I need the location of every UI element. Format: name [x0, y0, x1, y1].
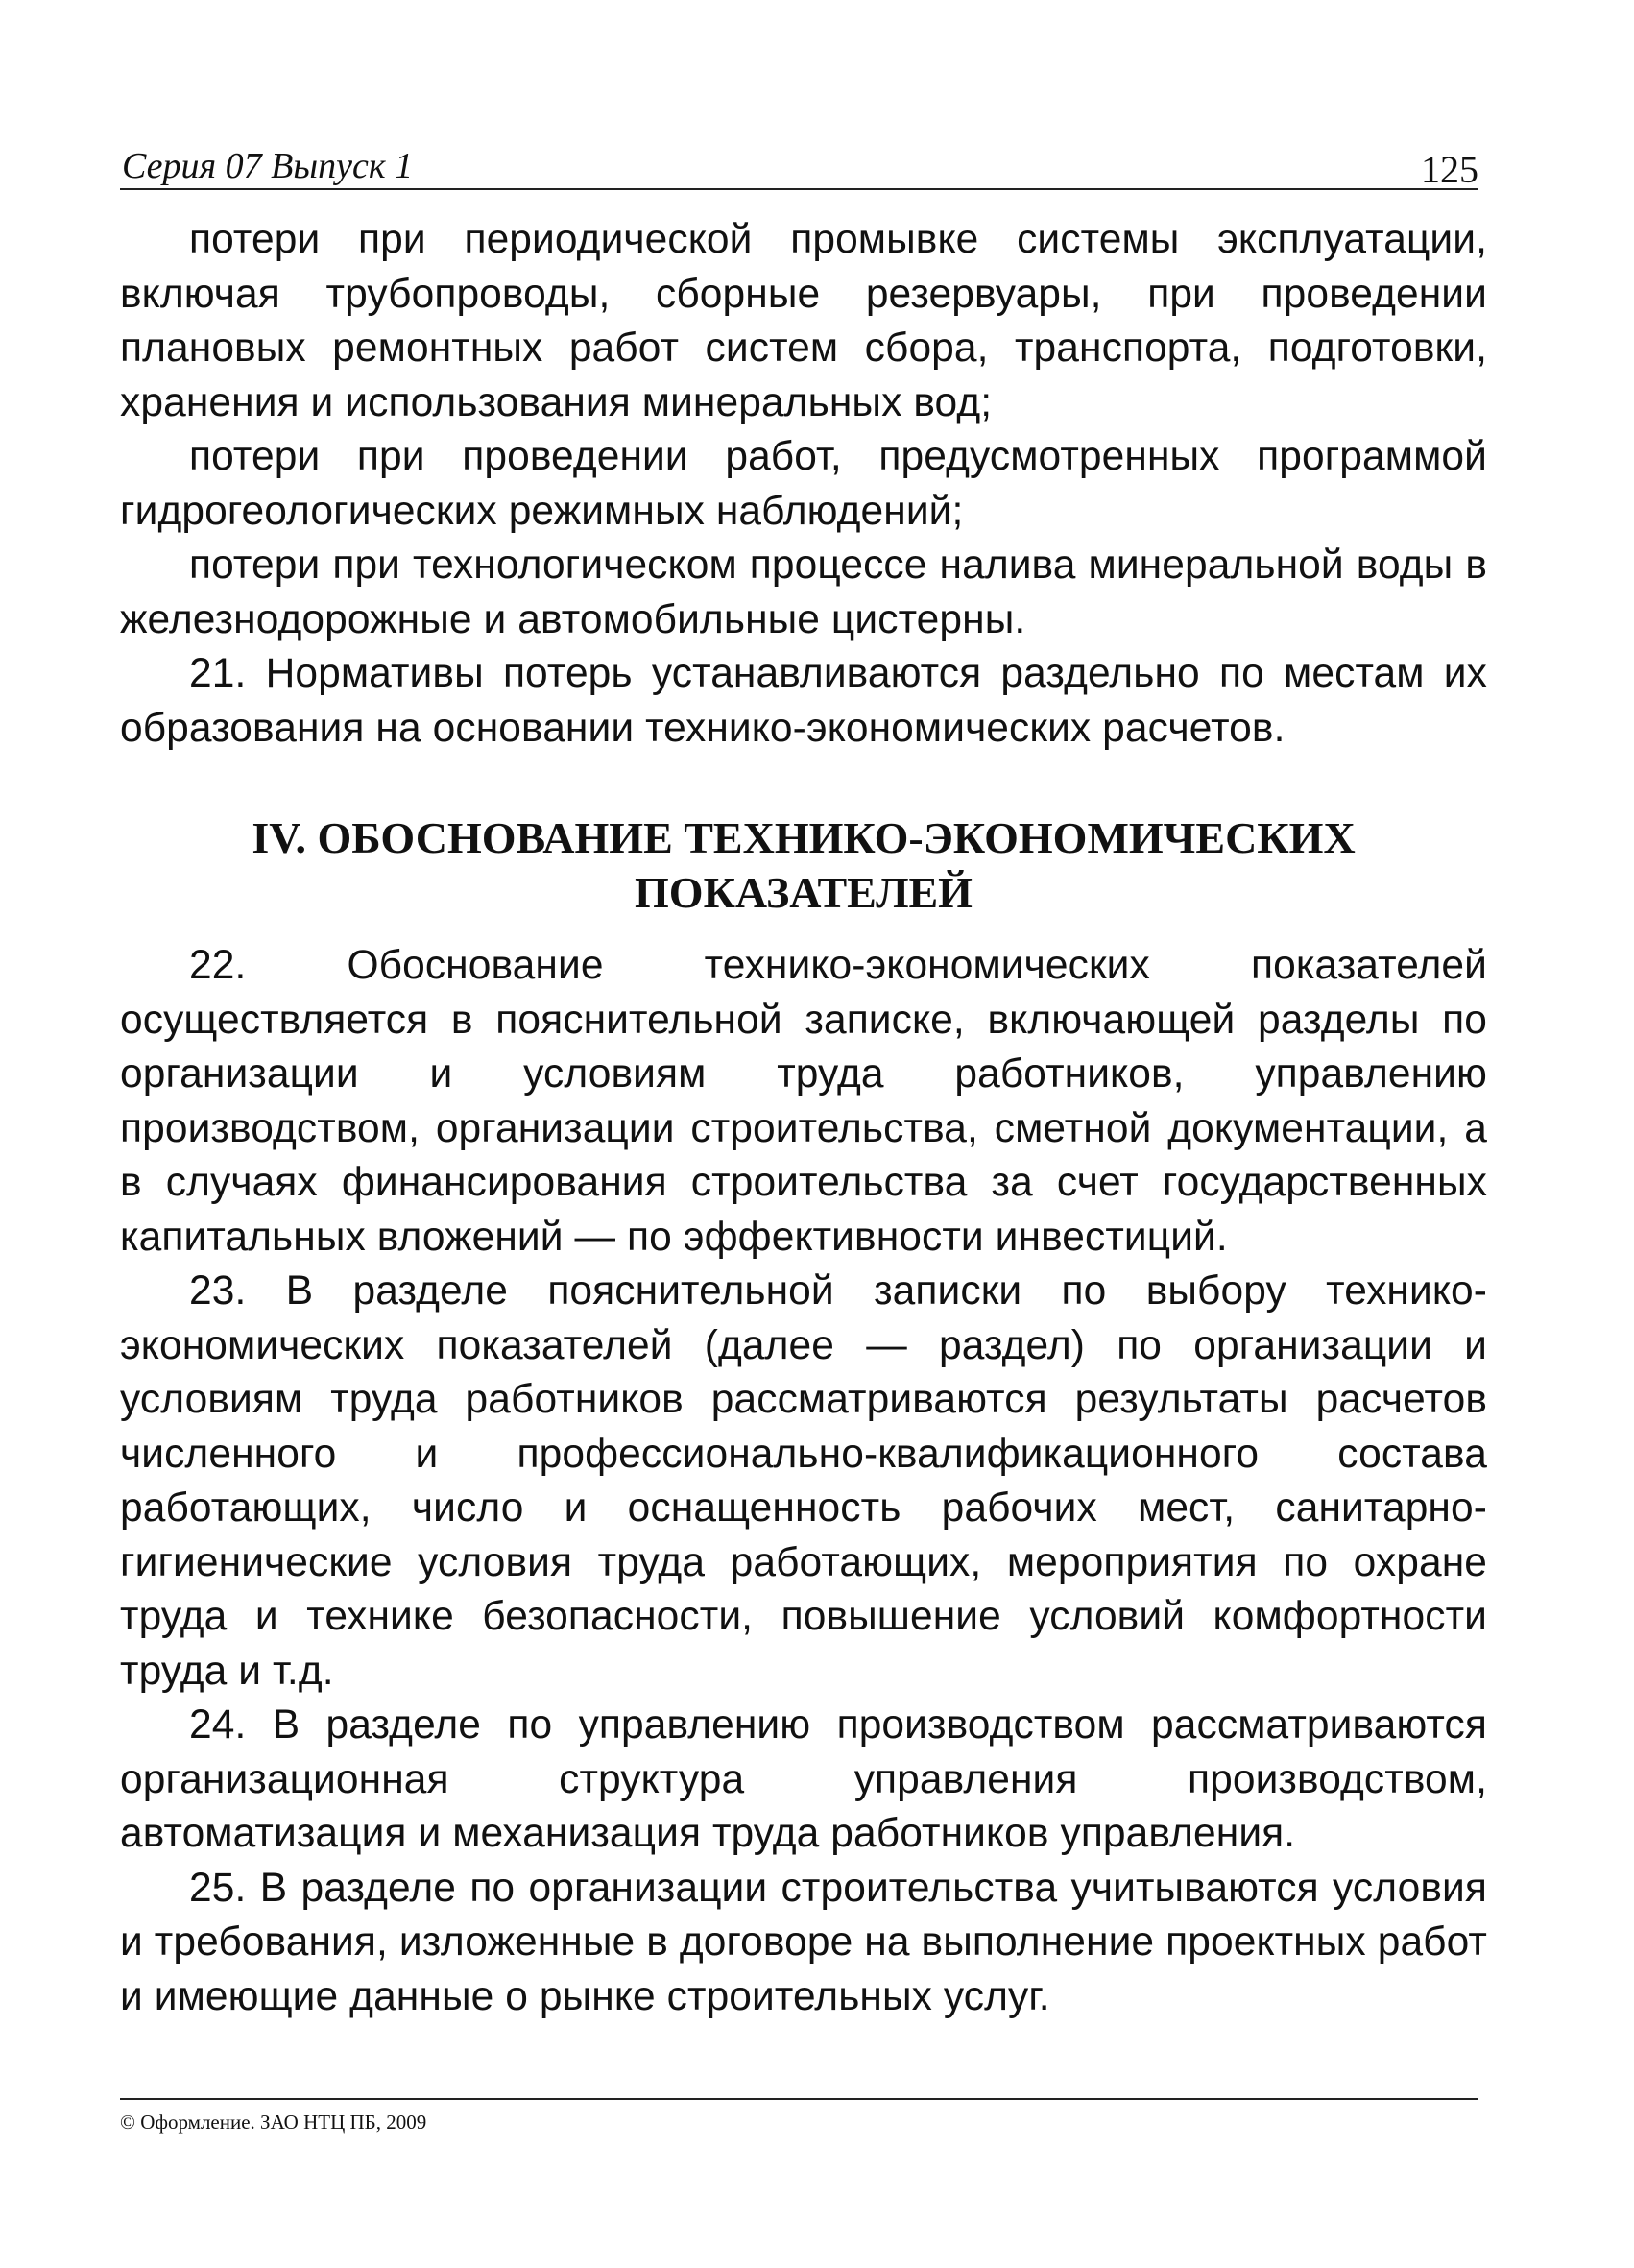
copyright-notice: © Оформление. ЗАО НТЦ ПБ, 2009	[120, 2111, 427, 2134]
section-heading-line-2: ПОКАЗАТЕЛЕЙ	[635, 868, 973, 917]
paragraph-losses-observations: потери при проведении работ, предусмотренных программой гидрогеологических режимных наблюдений;	[120, 434, 1487, 534]
page-number: 125	[1421, 148, 1478, 191]
series-label: Серия 07 Выпуск 1	[122, 146, 414, 186]
paragraph-21: 21. Нормативы потерь устанавливаются раздельно по местам их образования на основании технико-экономических расчетов.	[120, 651, 1487, 751]
header-divider	[120, 188, 1478, 190]
paragraph-23: 23. В разделе пояснительной записки по выбору технико-экономических показателей (далее — раздел) по организации и условиям труда работников рассматриваются результаты расчетов численного и профессионально-квалификационного состава работающих, число и оснащенность рабочих мест, санитарно-гигиенические условия труда работающих, мероприятия по охране труда и технике безопасности, повышение условий комфортности труда и т.д.	[120, 1268, 1487, 1694]
section-heading-line-1: IV. ОБОСНОВАНИЕ ТЕХНИКО-ЭКОНОМИЧЕСКИХ	[252, 813, 1356, 862]
paragraph-losses-flushing: потери при периодической промывке системы эксплуатации, включая трубопроводы, сборные резервуары, при проведении плановых ремонтных работ систем сбора, транспорта, подготовки, хранения и использования минеральных вод;	[120, 217, 1487, 425]
page-body	[120, 213, 1487, 2024]
paragraph-22: 22. Обоснование технико-экономических показателей осуществляется в пояснительной записке, включающей разделы по организации и условиям труда работников, управлению производством, организации строительства, сметной документации, а в случаях финансирования строительства за счет государственных капитальных вложений — по эффективности инвестиций.	[120, 943, 1487, 1260]
running-header	[120, 144, 1478, 191]
paragraph-losses-loading: потери при технологическом процессе налива минеральной воды в железнодорожные и автомобильные цистерны.	[120, 543, 1487, 642]
paragraph-24: 24. В разделе по управлению производством рассматриваются организационная структура управления производством, автоматизация и механизация труда работников управления.	[120, 1702, 1487, 1856]
footer-divider	[120, 2098, 1478, 2100]
section-heading	[120, 756, 1487, 939]
paragraph-25: 25. В разделе по организации строительства учитываются условия и требования, изложенные в договоре на выполнение проектных работ и имеющие данные о рынке строительных услуг.	[120, 1865, 1487, 2019]
